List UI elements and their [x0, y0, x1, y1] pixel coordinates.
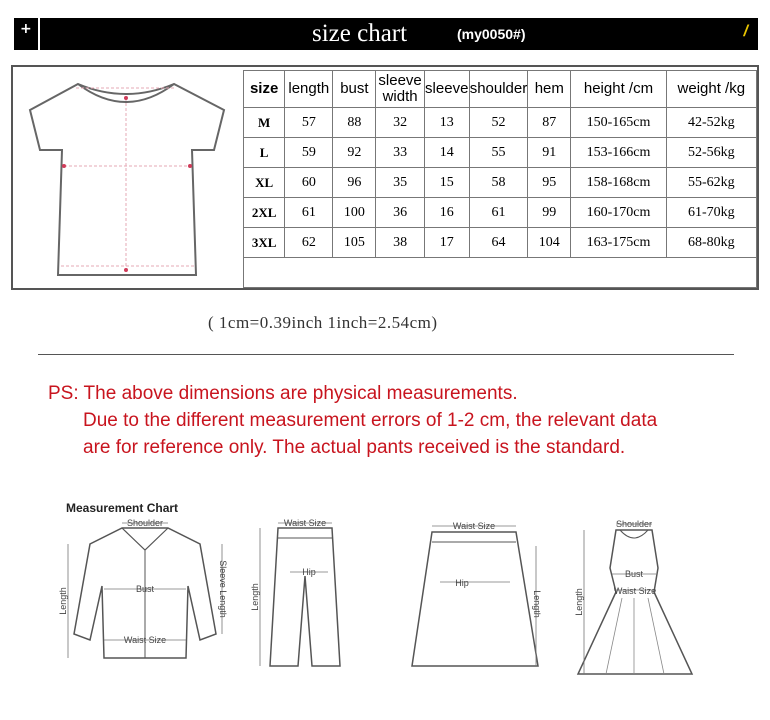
- cell-size: 2XL: [244, 198, 285, 228]
- cell-sleeve-width: 33: [376, 138, 424, 168]
- header-weight: weight /kg: [666, 71, 756, 108]
- cell-weight: 42-52kg: [666, 108, 756, 138]
- cell-sleeve: 16: [424, 198, 469, 228]
- pants-hip-label: Hip: [302, 567, 316, 577]
- size-chart-frame: [11, 65, 759, 290]
- cell-sleeve: 17: [424, 228, 469, 258]
- banner-divider: [38, 18, 40, 50]
- cell-weight: 61-70kg: [666, 198, 756, 228]
- cell-hem: 104: [528, 228, 571, 258]
- cell-height: 153-166cm: [571, 138, 666, 168]
- tshirt-diagram: [16, 70, 236, 287]
- skirt-hip-label: Hip: [455, 578, 469, 588]
- shirt-waist-label: Waist Size: [123, 635, 167, 645]
- cell-sleeve: 15: [424, 168, 469, 198]
- header-banner: [14, 18, 758, 50]
- unit-conversion: ( 1cm=0.39inch 1inch=2.54cm): [208, 313, 438, 332]
- header-shoulder: shoulder: [469, 71, 528, 108]
- cell-length: 57: [285, 108, 333, 138]
- header-height: height /cm: [571, 71, 666, 108]
- ps-line-3: are for reference only. The actual pants received is the standard.: [83, 437, 626, 458]
- cell-size: XL: [244, 168, 285, 198]
- header-sleeve: sleeve: [424, 71, 469, 108]
- measurement-chart-title: Measurement Chart: [66, 501, 179, 515]
- skirt-length-label: Length: [532, 590, 542, 618]
- corner-mark: /: [743, 23, 748, 40]
- dress-length-label: Length: [574, 588, 584, 616]
- size-table: [243, 70, 757, 288]
- table-header-row: [244, 71, 757, 108]
- dress-bust-label: Bust: [624, 569, 644, 579]
- plus-icon: +: [20, 21, 32, 37]
- cell-length: 60: [285, 168, 333, 198]
- tshirt-icon: [16, 70, 236, 287]
- cell-length: 62: [285, 228, 333, 258]
- cell-weight: 68-80kg: [666, 228, 756, 258]
- table-empty-row: [244, 258, 757, 288]
- cell-bust: 88: [333, 108, 376, 138]
- cell-height: 150-165cm: [571, 108, 666, 138]
- cell-sleeve: 14: [424, 138, 469, 168]
- cell-weight: 55-62kg: [666, 168, 756, 198]
- ps-line-1: PS: The above dimensions are physical measurements.: [48, 383, 518, 404]
- cell-bust: 96: [333, 168, 376, 198]
- product-code: (my0050#): [457, 26, 526, 42]
- cell-shoulder: 61: [469, 198, 528, 228]
- table-row: [244, 198, 757, 228]
- cell-hem: 99: [528, 198, 571, 228]
- cell-size: 3XL: [244, 228, 285, 258]
- cell-sleeve-width: 38: [376, 228, 424, 258]
- shirt-sleeve-label: Sleeve Length: [218, 560, 228, 618]
- page-title: size chart: [312, 20, 408, 47]
- dress-shoulder-label: Shoulder: [615, 519, 653, 529]
- cell-shoulder: 64: [469, 228, 528, 258]
- ps-line-2: Due to the different measurement errors of 1-2 cm, the relevant data: [83, 410, 658, 431]
- cell-length: 61: [285, 198, 333, 228]
- dress-waist-label: Waist Size: [613, 586, 657, 596]
- divider: [38, 354, 734, 355]
- table-row: [244, 138, 757, 168]
- pants-length-label: Length: [250, 583, 260, 611]
- cell-shoulder: 55: [469, 138, 528, 168]
- cell-bust: 100: [333, 198, 376, 228]
- cell-size: L: [244, 138, 285, 168]
- shirt-shoulder-label: Shoulder: [126, 518, 164, 528]
- skirt-waist-label: Waist Size: [452, 521, 496, 531]
- pants-waist-label: Waist Size: [283, 518, 327, 528]
- cell-hem: 95: [528, 168, 571, 198]
- cell-sleeve-width: 35: [376, 168, 424, 198]
- shirt-bust-label: Bust: [135, 584, 155, 594]
- table-row: [244, 168, 757, 198]
- empty-cell: [244, 258, 757, 288]
- cell-bust: 92: [333, 138, 376, 168]
- cell-height: 163-175cm: [571, 228, 666, 258]
- cell-hem: 91: [528, 138, 571, 168]
- cell-sleeve-width: 36: [376, 198, 424, 228]
- cell-length: 59: [285, 138, 333, 168]
- pants-diagram: [250, 516, 350, 676]
- header-length: length: [285, 71, 333, 108]
- cell-shoulder: 58: [469, 168, 528, 198]
- ps-note: [48, 380, 657, 461]
- dress-diagram: [570, 516, 700, 686]
- header-hem: hem: [528, 71, 571, 108]
- shirt-length-label: Length: [58, 587, 68, 615]
- header-size: size: [244, 71, 285, 108]
- cell-shoulder: 52: [469, 108, 528, 138]
- cell-bust: 105: [333, 228, 376, 258]
- cell-sleeve: 13: [424, 108, 469, 138]
- skirt-diagram: [410, 516, 560, 676]
- cell-height: 158-168cm: [571, 168, 666, 198]
- cell-weight: 52-56kg: [666, 138, 756, 168]
- table-row: [244, 228, 757, 258]
- shirt-diagram: [60, 516, 230, 666]
- cell-size: M: [244, 108, 285, 138]
- cell-hem: 87: [528, 108, 571, 138]
- table-row: [244, 108, 757, 138]
- cell-sleeve-width: 32: [376, 108, 424, 138]
- header-sleeve-width: sleeve width: [376, 71, 424, 108]
- header-bust: bust: [333, 71, 376, 108]
- cell-height: 160-170cm: [571, 198, 666, 228]
